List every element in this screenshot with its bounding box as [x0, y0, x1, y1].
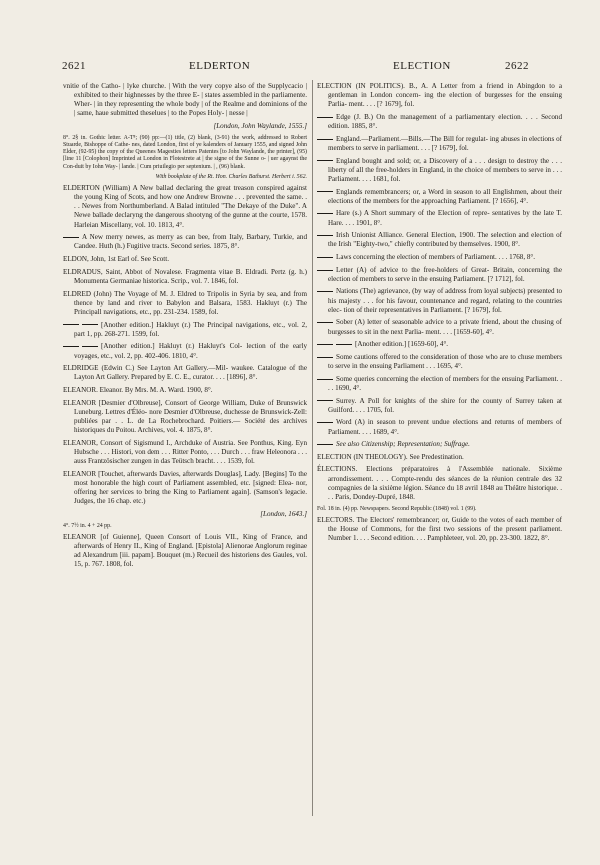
- catalogue-entry: Englands remembrancers; or, a Word in season to all Englishmen, about their elections of the members for the approaching Parliament. [? 1656], 4°.: [317, 188, 562, 206]
- ditto-dash: [63, 324, 79, 325]
- catalogue-entry: Surrey. A Poll for knights of the shire for the county of Surrey taken at Guilford. . . . 1705, fol.: [317, 397, 562, 415]
- ditto-dash: [317, 213, 333, 214]
- imprint-line: [London, John Waylande, 1555.]: [213, 122, 307, 131]
- ditto-dash: [336, 344, 352, 345]
- catalogue-entry-eleanor-austria: ELEANOR, Consort of Sigismund I., Archduke of Austria. See Ponthus, King. Eyn Hubsche . . . Histori, von dem . . . Ritter Ponto, . . . Durch . . . fraw Heleonora . . . auss Frantzösischer zungen in das Teütsch bracht. . . . 1539, fol.: [63, 438, 307, 466]
- ditto-dash: [317, 257, 333, 258]
- column-divider: [312, 80, 313, 816]
- right-running-head: ELECTION: [393, 60, 451, 72]
- catalogue-entry-electors: ELECTORS. The Electors' remembrancer; or, Guide to the votes of each member of the House of Commons, for the first two sessions of the present parliament. Number 1. . . . Second edition. . . . Pamphleteer, vol. 20, pp. 23-300. 1822, 8°.: [317, 515, 562, 543]
- catalogue-entry-elderton: ELDERTON (William) A New ballad declaring the great treason conspired against the young King of Scots, and how one Andrew Browne . . . prevented the same. . . . Newes from Northumberland. A Balad intituled "The Dekaye of the Duke". A Newe ballade declaryng the dangerous shootyng of the gunne at the courte, 1578. Harleian Miscellany, vol. 10. 1813, 4°.: [63, 184, 307, 229]
- provenance-note: With bookplate of the Rt. Hon. Charles Bathurst. Herbert i. 562.: [155, 173, 307, 180]
- catalogue-entry: England bought and sold; or, a Discovery of a . . . design to destroy the . . . liberty of all the free-holders in England, in the choice of members to serve in . . . Parliament. . . . 1681, fol.: [317, 157, 562, 184]
- catalogue-entry: Letter (A) of advice to the free-holders of Great- Britain, concerning the election of members to serve in the ensuing Parliament. [? 1712], fol.: [317, 266, 562, 284]
- ditto-dash: [317, 270, 333, 271]
- ditto-dash: [317, 422, 333, 423]
- catalogue-entry: [Another edition.] Hakluyt (r.) The Principal navigations, etc., vol. 2, part 1, pp. 268-271. 1599, fol.: [63, 321, 307, 339]
- right-page-number: 2622: [505, 60, 529, 72]
- ditto-dash: [317, 160, 333, 161]
- catalogue-entry-eldon: ELDON, John, 1st Earl of. See Scott.: [63, 255, 169, 264]
- catalogue-entry: A New merry newes, as merry as can bee, from Italy, Barbary, Turkie, and Candee. Huth (h.) Fugitive tracts. Second series. 1875, 8°.: [63, 233, 307, 251]
- running-header: [0, 60, 600, 74]
- catalogue-entry-eldred: ELDRED (John) The Voyage of M. J. Eldred to Tripolis in Syria by sea, and from thence by land and river to Babylon and Balsara, 1583. Hakluyt (r.) The Principall navigations, etc., pp. 231-234. 1589, fol.: [63, 289, 307, 316]
- catalogue-entry-elections: ÉLECTIONS. Elections préparatoires à l'Assemblée nationale. Sixième arrondissement. . . . Compte-rendu des séances de la réunion centrale des 32 compagnies de la sixième légion. Séance du 18 avril 1848 au Théâtre historique. . . . Paris, Dondey-Dupré, 1848.: [317, 465, 562, 501]
- cross-reference: See also Citizenship; Representation; Suffrage.: [317, 440, 562, 449]
- ditto-dash: [317, 379, 333, 380]
- catalogue-entry-eleanor-guienne: ELEANOR [of Guienne], Queen Consort of Louis VII., King of France, and afterwards of Henry II., King of England. [Epistola] Alienorae Anglorum reginae ad Alexandrum [iii. papam]. Bouquet (m.) Recueil des historiens des Gaules, vol. 15, p. 767. 1808, fol.: [63, 532, 307, 569]
- ditto-dash: [63, 346, 79, 347]
- catalogue-entry: England.—Parliament.—Bills.—The Bill for regulat- ing abuses in elections of members to serve in parliament. . . . [? 1679], fol.: [317, 135, 562, 153]
- catalogue-entry-eleanor-touchet: ELEANOR [Touchet, afterwards Davies, afterwards Douglas], Lady. [Begins] To the most honorable the high court of Parliament assembled, etc. [signed: Elea- nor, offering her services to bring the King to Parliament again]. (Samson's legacie. Judges, the 16 chap. etc.): [63, 469, 307, 506]
- ditto-dash: [317, 191, 333, 192]
- catalogue-entry: Nations (The) agrievance, (by way of address from loyal subjects) presented to his majesty . . . for his favour, countenance and regard, relating to the countries elec- tion of their representatives in Parliament. [? 1679], fol.: [317, 287, 562, 314]
- ditto-dash: [317, 444, 333, 445]
- catalogue-entry: [Another edition.] [1659-60], 4°.: [317, 340, 562, 349]
- left-column: [63, 82, 307, 573]
- right-column: [317, 82, 562, 547]
- catalogue-entry-election-politics: ELECTION (IN POLITICS). B., A. A Letter from a friend in Abingdon to a gentleman in London concern- ing the election of burgesses for the ensuing Parlia- ment. . . . [? 1679], fol.: [317, 82, 562, 109]
- collation-note: Fol. 18 in. (4) pp. Newspapers. Second Republic (1848) vol. 1 (99).: [317, 505, 477, 512]
- catalogue-entry: [Another edition.] Hakluyt (r.) Hakluyt's Col- lection of the early voyages, etc., vol. 2, pp. 402-406. 1810, 4°.: [63, 342, 307, 360]
- catalogue-entry: Some cautions offered to the consideration of those who are to chuse members to serve in the ensuing Parliament . . . 1695, 4°.: [317, 353, 562, 371]
- ditto-dash: [317, 139, 333, 140]
- ditto-dash: [317, 235, 333, 236]
- ditto-dash: [317, 291, 333, 292]
- catalogue-entry: Word (A) in season to prevent undue elections and returns of members of Parliament. . . . 1689, 4°.: [317, 418, 562, 436]
- catalogue-entry-election-theology: ELECTION (IN THEOLOGY). See Predestination.: [317, 452, 464, 461]
- ditto-dash: [317, 400, 333, 401]
- ditto-dash: [317, 322, 333, 323]
- ditto-dash: [82, 346, 98, 347]
- ditto-dash: [317, 117, 333, 118]
- catalogue-entry: Edge (J. B.) On the management of a parliamentary election. . . . Second edition. 1885, 8°.: [317, 113, 562, 131]
- imprint-line: [London, 1643.]: [260, 509, 307, 518]
- ditto-dash: [317, 357, 333, 358]
- catalogue-entry: Irish Unionist Alliance. General Election, 1900. The selection and election of the Irish "Eighty-two," chiefly contributed by themselves. 1900, 8°.: [317, 231, 562, 249]
- catalogue-entry-eldradus: ELDRADUS, Saint, Abbot of Novalese. Fragmenta vitae B. Eldradi. Pertz (g. h.) Monumenta Germaniae historica. Scrip., vol. 7. 1846, fol.: [63, 267, 307, 285]
- catalogue-entry: Laws concerning the election of members of Parliament. . . . 1768, 8°.: [317, 253, 562, 262]
- ditto-dash: [317, 344, 333, 345]
- catalogue-entry: Some queries concerning the election of members for the ensuing Parliament. . . . 1690, 4°.: [317, 375, 562, 393]
- catalogue-entry: Hare (s.) A Short summary of the Election of repre- sentatives by the late T. Hare. . . . 1901, 8°.: [317, 209, 562, 227]
- ditto-dash: [82, 324, 98, 325]
- left-running-head: ELDERTON: [189, 60, 251, 72]
- collation-note: 4°. 7½ in. 4 + 24 pp.: [63, 522, 112, 529]
- ditto-dash: [63, 237, 79, 238]
- catalogue-entry-eldridge: ELDRIDGE (Edwin C.) See Layton Art Gallery.—Mil- waukee. Catalogue of the Layton Art Gallery. Prepared by E. C. E., curator. . . . [1896], 8°.: [63, 364, 307, 382]
- left-page-number: 2621: [62, 60, 86, 72]
- catalogue-entry: Sober (A) letter of seasonable advice to a private friend, about the chusing of burgesses to sit in the next Parlia- ment. . . . [1659-60], 4°.: [317, 318, 562, 336]
- catalogue-entry-eleanor: ELEANOR. Eleanor. By Mrs. M. A. Ward. 1900, 8°.: [63, 385, 213, 394]
- catalogue-entry-eleanor-desmier: ELEANOR [Desmier d'Olbreuse], Consort of George William, Duke of Brunswick Luneburg. Lettres d'Éléo- nore Desmier d'Olbreuse, duchesse de Brunswick-Zell: publiées par . . L. de La Rochebrochard. Poitiers.— Société des archives historiques du Poitou. Archives, vol. 4. 1875, 8°.: [63, 398, 307, 435]
- catalogue-entry: vnitie of the Catho- | lyke churche. | With the very copye also of the Supplycacio | exhibited to their highnesses by the three E- | states assembled in the parliamente. Wher- | in they representing the whole body | of the Realme and dominions of the | same, haue submitted theselues | to the Popes Holy- | nesse |: [63, 82, 307, 118]
- collation-note: 8°. 2§ in. Gothic letter. A-T⁸; (90) pp:—(1) title, (2) blank, (3-91) the work, addressed to Robert Stuarde, Bishoppe of Cathe- nes, dated London, first of ye kalenders of January 1555, and signed John Elder, (92-95) the copy of the Queenes Magesties letters Patentes [to John Waylande, the printer], (95) [line 11 [Colophon] Imprinted at London in Flotestrete at | the signe of the Sunne o- | uer agaynst the Con-duit by Iohn Way- | lande. | Cum priuilegio per septenium. | , (96) blank.: [63, 134, 307, 170]
